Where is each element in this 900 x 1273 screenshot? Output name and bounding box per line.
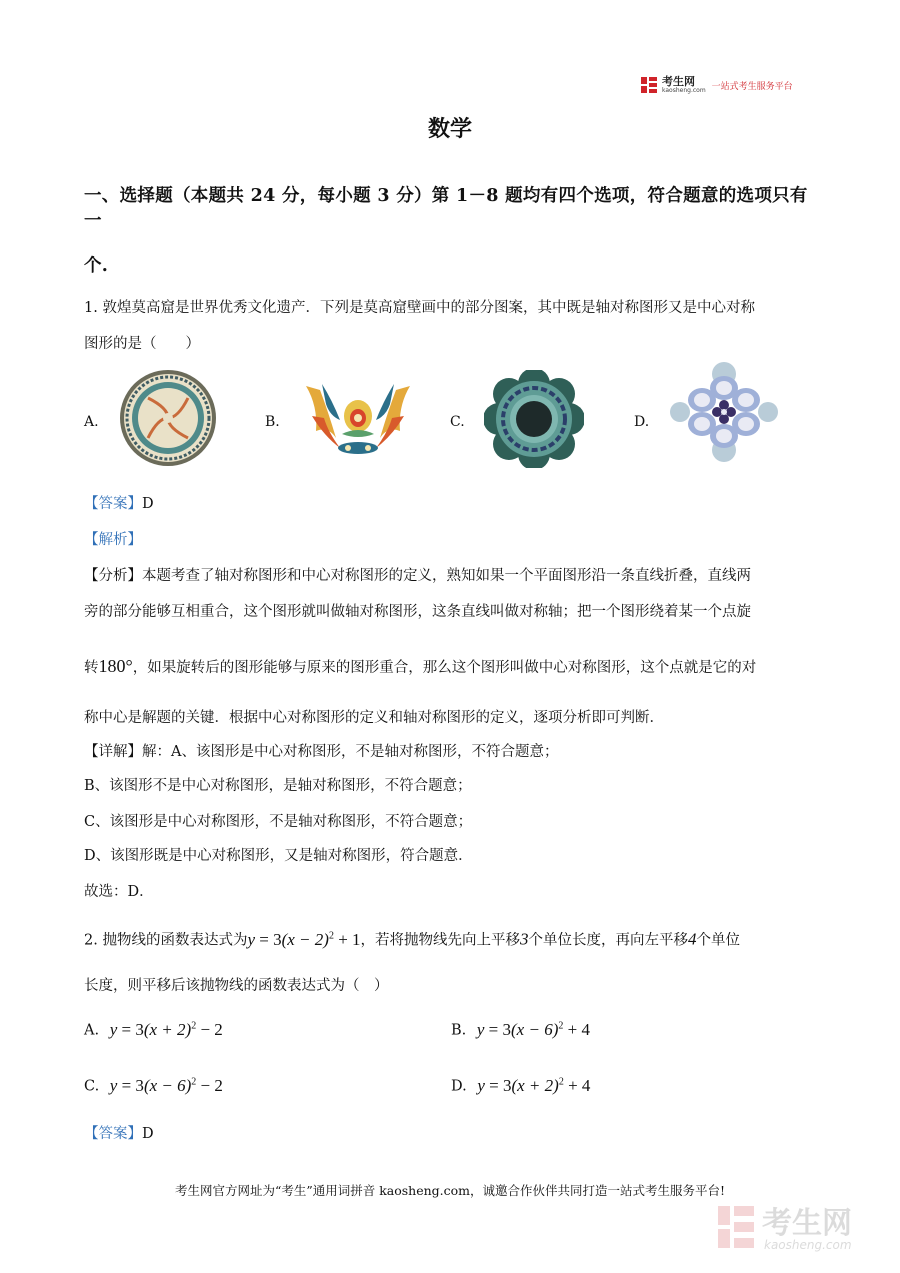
logo-icon xyxy=(640,76,658,94)
q2-shift-up: 3 xyxy=(520,929,529,949)
q2-option-c-tail: − 2 xyxy=(200,1075,223,1095)
q1-answer xyxy=(84,494,824,514)
q2-expr-y: y xyxy=(247,929,255,949)
q1-fenxi-line2: 旁的部分能够互相重合，这个图形就叫做轴对称图形，这条直线叫做对称轴；把一个图形绕着某一个点旋 xyxy=(84,604,751,620)
q2-option-a-label: A. xyxy=(84,1022,100,1039)
fenxi-tag: 【分析】 xyxy=(84,568,142,584)
q2-option-d-inner: (x + 2) xyxy=(511,1075,559,1095)
q1-option-a-pattern xyxy=(118,368,218,468)
fenxi-text-3b: ，如果旋转后的图形能够与原来的图形重合，那么这个图形叫做中心对称图形，这个点就是它的对 xyxy=(132,660,757,676)
q2-expr-exp: 2 xyxy=(328,930,334,941)
answer-tag: 【答案】 xyxy=(84,496,142,512)
q2-option-a-inner: (x + 2) xyxy=(143,1019,192,1039)
q2-option-b-exp: 2 xyxy=(558,1020,564,1031)
q2-expr-tail: + 1 xyxy=(338,929,361,949)
q2-stem-post: 个单位 xyxy=(696,932,741,949)
q2-option-d-exp: 2 xyxy=(558,1076,564,1087)
q2-option-d xyxy=(451,1072,831,1097)
q2-stem-mid2: 个单位长度，再向左平移 xyxy=(528,932,689,949)
logo-brand: 考生网 xyxy=(662,75,695,88)
fenxi-text-1: 本题考查了轴对称图形和中心对称图形的定义，熟知如果一个平面图形沿一条直线折叠，直线两 xyxy=(142,568,751,584)
q1-option-d-label: D. xyxy=(634,414,650,430)
q2-stem-line1 xyxy=(84,926,824,951)
q2-stem-pre: 2. 抛物线的函数表达式为 xyxy=(84,932,248,949)
q2-option-b-tail: + 4 xyxy=(567,1019,590,1039)
logo-slogan: 一站式考生服务平台 xyxy=(711,81,793,92)
q1-conclusion: 故选：D． xyxy=(84,884,154,900)
q1-option-a-label: A. xyxy=(84,414,99,430)
q1-detail-line4: D、该图形既是中心对称图形，又是轴对称图形，符合题意． xyxy=(84,848,473,864)
q1-fenxi-line1 xyxy=(84,566,824,586)
q2-option-c-expr: $y = 3(x - 6)^2 - 2$ xyxy=(109,1075,223,1095)
q2-answer xyxy=(84,1124,824,1144)
q2-option-a-exp: 2 xyxy=(191,1020,197,1031)
watermark-domain: kaosheng.com xyxy=(764,1238,852,1252)
q2-answer-value: D xyxy=(142,1126,154,1142)
fenxi-angle: 180° xyxy=(98,656,133,676)
detail-text-1: 解：A、该图形是中心对称图形，不是轴对称图形，不符合题意； xyxy=(142,744,559,760)
q2-option-b-label: B. xyxy=(451,1022,467,1039)
q2-option-b xyxy=(451,1016,831,1041)
q2-answer-tag: 【答案】 xyxy=(84,1126,142,1142)
q2-option-c-label: C. xyxy=(84,1078,100,1095)
q1-fenxi-line4: 称中心是解题的关键．根据中心对称图形的定义和轴对称图形的定义，逐项分析即可判断． xyxy=(84,710,664,726)
q2-stem-mid: ，若将抛物线先向上平移 xyxy=(360,932,521,949)
detail-tag: 【详解】 xyxy=(84,744,142,760)
logo-domain: kaosheng.com xyxy=(662,87,706,94)
q1-detail-line3: C、该图形是中心对称图形，不是轴对称图形，不符合题意； xyxy=(84,814,473,830)
q2-option-a-tail: − 2 xyxy=(200,1019,223,1039)
q1-option-d-pattern xyxy=(668,362,780,462)
q2-option-c-inner: (x − 6) xyxy=(143,1075,192,1095)
q2-option-d-tail: + 4 xyxy=(568,1075,591,1095)
fenxi-text-3a: 转 xyxy=(84,660,99,676)
q2-expression xyxy=(247,930,360,949)
q2-expr-eq: = 3 xyxy=(259,929,282,949)
section-heading-line2: 个. xyxy=(84,256,109,276)
watermark-logo-icon xyxy=(716,1204,756,1250)
answer-value: D xyxy=(142,496,154,512)
q2-option-c-exp: 2 xyxy=(191,1076,197,1087)
q1-stem-line1: 1. 敦煌莫高窟是世界优秀文化遗产．下列是莫高窟壁画中的部分图案，其中既是轴对称图形又是中心对称 xyxy=(84,300,755,316)
q1-option-c-pattern xyxy=(484,370,584,468)
watermark-brand: 考生网 xyxy=(762,1206,852,1241)
watermark xyxy=(716,1198,886,1258)
q1-stem-line2: 图形的是（ ） xyxy=(84,336,200,352)
q1-fenxi-line3 xyxy=(84,656,824,678)
q1-option-c-label: C. xyxy=(450,414,465,430)
q2-option-d-expr: $y = 3(x + 2)^2 + 4$ xyxy=(477,1075,591,1095)
q1-detail-line2: B、该图形不是中心对称图形，是轴对称图形，不符合题意； xyxy=(84,778,472,794)
q2-expr-paren: (x − 2) xyxy=(281,929,329,949)
q1-detail-line1 xyxy=(84,742,824,762)
page-footer: 考生网官方网址为“考生”通用词拼音 kaosheng.com，诚邀合作伙伴共同打造一站式考生服务平台! xyxy=(174,1183,726,1198)
q2-option-b-expr: $y = 3(x - 6)^2 + 4$ xyxy=(476,1019,590,1039)
q2-option-d-label: D. xyxy=(451,1078,467,1095)
site-logo xyxy=(640,72,810,98)
page-title: 数学 xyxy=(427,116,472,142)
q1-option-b-pattern xyxy=(298,376,418,458)
q2-option-a-expr: $y = 3(x + 2)^2 - 2$ xyxy=(109,1019,223,1039)
section-heading-line1: 一、选择题（本题共 24 分，每小题 3 分）第 1－8 题均有四个选项，符合题意的选项只有一 xyxy=(84,186,808,231)
q2-shift-left: 4 xyxy=(688,929,697,949)
q1-analysis-tag: 【解析】 xyxy=(84,532,142,548)
q2-option-b-inner: (x − 6) xyxy=(511,1019,559,1039)
q1-option-b-label: B. xyxy=(265,414,280,430)
q2-stem-line2: 长度，则平移后该抛物线的函数表达式为（ ） xyxy=(84,978,389,994)
